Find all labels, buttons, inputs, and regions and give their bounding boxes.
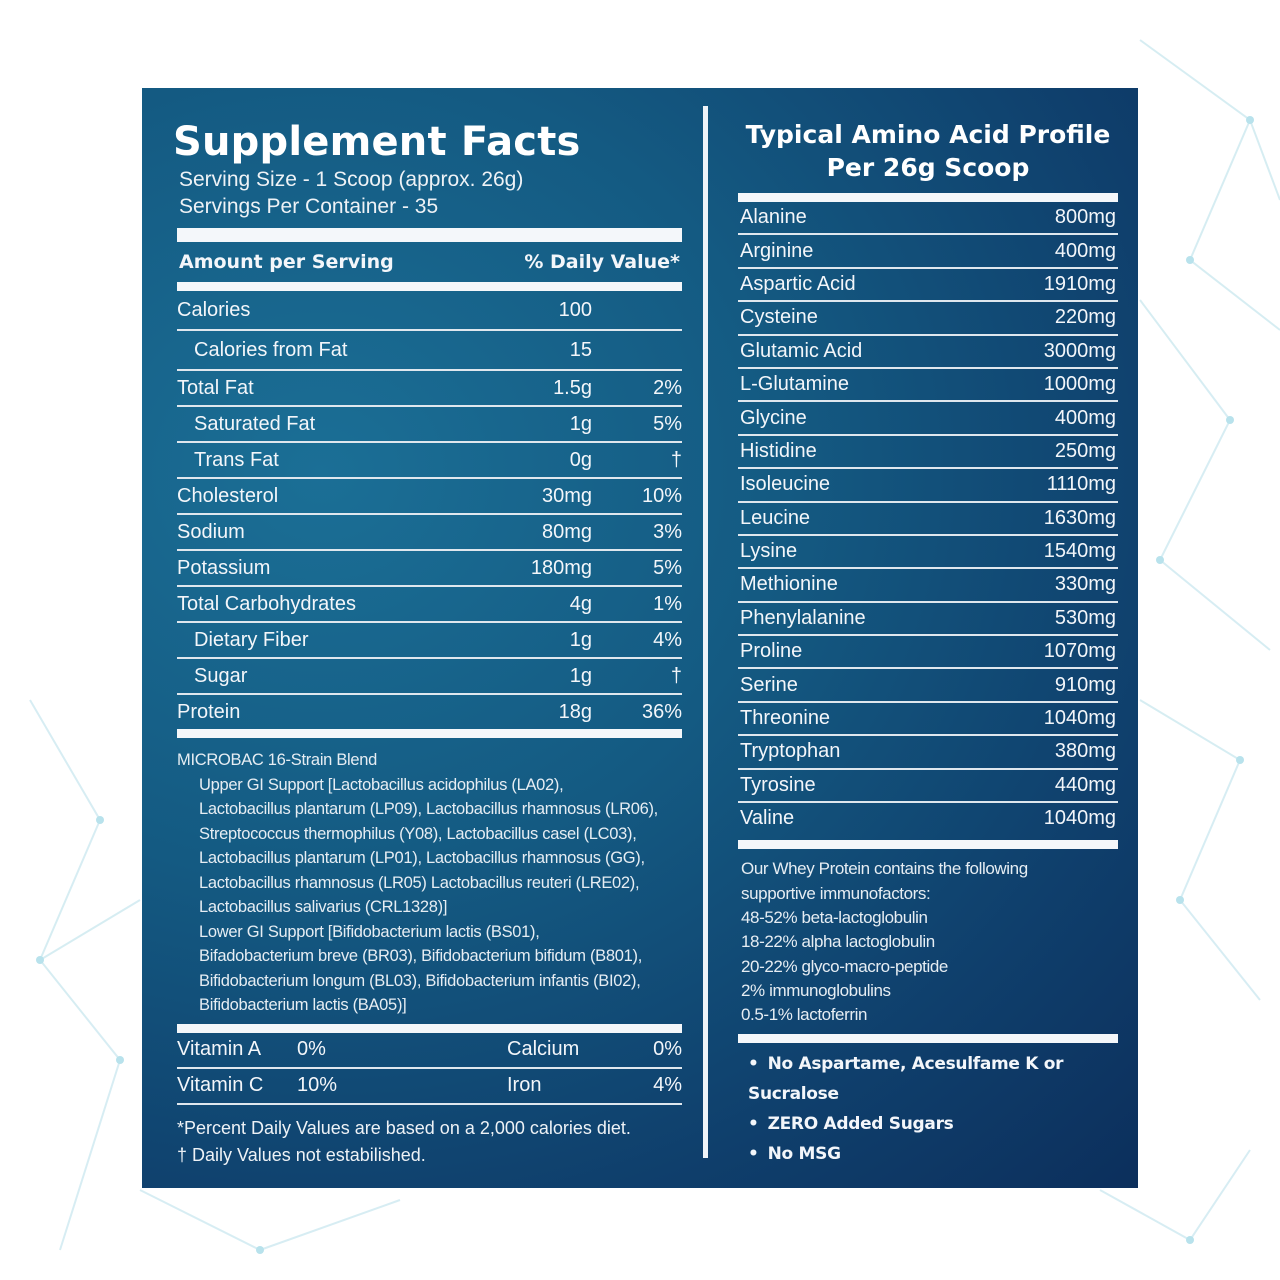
microbac-line: Upper GI Support [Lactobacillus acidophilus (LA02), [199, 775, 564, 794]
nutrient-name: Dietary Fiber [194, 628, 309, 651]
microbac-line: Lactobacillus rhamnosus (LR05) Lactobacillus reuteri (LRE02), [199, 873, 640, 892]
amino-amount: 1040mg [1043, 807, 1116, 830]
whey-line: 0.5-1% lactoferrin [741, 1005, 868, 1025]
facts-header [177, 242, 682, 282]
amino-name: Threonine [740, 707, 831, 730]
whey-line: 2% immunoglobulins [741, 980, 891, 1000]
vitamin-row [177, 1033, 682, 1069]
amino-name: Glycine [740, 406, 807, 429]
nutrient-name: Sodium [177, 520, 245, 543]
nutrient-amount: 1g [569, 628, 592, 651]
amino-name: L-Glutamine [740, 373, 849, 396]
amino-amount: 1000mg [1043, 373, 1116, 396]
mineral-name: Iron [507, 1074, 542, 1096]
facts-row [177, 623, 682, 659]
nutrient-amount: 15 [569, 338, 592, 361]
amino-amount: 1070mg [1043, 640, 1116, 663]
whey-immunofactors [738, 849, 1118, 1031]
nutrient-name: Total Carbohydrates [177, 592, 356, 615]
amino-row [738, 402, 1118, 435]
nutrient-daily-value: 4% [653, 628, 682, 651]
amino-row [738, 302, 1118, 335]
facts-title: Supplement Facts [173, 119, 581, 165]
nutrient-name: Calories [177, 298, 251, 321]
nutrient-daily-value: † [670, 664, 682, 687]
amino-amount: 330mg [1054, 573, 1116, 596]
facts-row [177, 331, 682, 371]
nutrient-daily-value: 2% [653, 376, 682, 399]
claim-item: • No MSG [738, 1139, 1118, 1169]
supplement-panel [142, 88, 1138, 1188]
amino-name: Glutamic Acid [740, 339, 863, 362]
vitamin-name: Vitamin A [177, 1038, 262, 1060]
nutrient-amount: 100 [558, 298, 592, 321]
vitamin-row [177, 1069, 682, 1105]
nutrient-amount: 4g [569, 592, 592, 615]
amino-amount: 440mg [1054, 773, 1116, 796]
amino-amount: 220mg [1054, 306, 1116, 329]
mineral-value: 4% [653, 1074, 682, 1096]
vitamin-rows [177, 1033, 682, 1105]
amino-name: Valine [740, 807, 795, 830]
amino-amount: 1540mg [1043, 540, 1116, 563]
nutrient-amount: 0g [569, 448, 592, 471]
amino-row [738, 202, 1118, 235]
amino-name: Lysine [740, 540, 798, 563]
vitamin-value: 0% [297, 1038, 326, 1060]
whey-line: 48-52% beta-lactoglobulin [741, 908, 928, 928]
amino-amount: 400mg [1054, 239, 1116, 262]
amino-amount: 3000mg [1043, 339, 1116, 362]
amino-name: Arginine [740, 239, 814, 262]
amino-row [738, 235, 1118, 268]
amino-amount: 250mg [1054, 439, 1116, 462]
footnote-dagger: † Daily Values not estabilished. [177, 1144, 426, 1165]
microbac-line: Streptococcus thermophilus (Y08), Lactobacillus casel (LC03), [199, 824, 637, 843]
microbac-line: Bifadobacterium breve (BR03), Bifidobacterium bifidum (B801), [199, 947, 642, 965]
nutrient-daily-value: † [670, 448, 682, 471]
microbac-line: Lactobacillus plantarum (LP09), Lactobacillus rhamnosus (LR06), [199, 800, 658, 818]
amino-amount: 1630mg [1043, 506, 1116, 529]
facts-row [177, 291, 682, 331]
amount-header: Amount per Serving [179, 251, 394, 273]
claim-item: • ZERO Added Sugars [738, 1109, 1118, 1139]
amino-row [738, 736, 1118, 769]
thick-rule [177, 729, 682, 738]
vitamin-name: Vitamin C [177, 1074, 264, 1096]
claims-list [738, 1049, 1118, 1169]
amino-amount: 530mg [1054, 606, 1116, 629]
microbac-line: Lactobacillus plantarum (LP01), Lactobacillus rhamnosus (GG), [199, 849, 645, 867]
microbac-line: Bifidobacterium longum (BL03), Bifidobacterium infantis (BI02), [199, 971, 641, 990]
nutrient-amount: 1g [569, 664, 592, 687]
claim-item: • No Aspartame, Acesulfame K or Sucralose [738, 1049, 1118, 1109]
whey-line: supportive immunofactors: [741, 883, 931, 903]
footnotes [177, 1115, 682, 1169]
nutrient-name: Protein [177, 700, 241, 723]
thick-rule [177, 1024, 682, 1033]
nutrient-amount: 1.5g [553, 376, 592, 399]
nutrient-name: Saturated Fat [194, 412, 316, 435]
amino-row [738, 536, 1118, 569]
microbac-lines [177, 773, 682, 1018]
amino-amount: 380mg [1054, 740, 1116, 763]
thick-rule [738, 840, 1118, 849]
amino-row [738, 770, 1118, 803]
thick-rule [738, 193, 1118, 202]
supplement-facts [173, 118, 682, 1169]
nutrient-name: Trans Fat [194, 448, 279, 471]
amino-name: Tyrosine [740, 773, 816, 796]
amino-row [738, 336, 1118, 369]
amino-row [738, 669, 1118, 702]
nutrient-name: Sugar [194, 664, 248, 687]
microbac-title: MICROBAC 16-Strain Blend [177, 751, 378, 769]
amino-name: Isoleucine [740, 473, 831, 496]
microbac-line: Lower GI Support [Bifidobacterium lactis (BS01), [199, 922, 540, 941]
nutrient-daily-value: 5% [653, 412, 682, 435]
amino-row [738, 436, 1118, 469]
amino-amount: 1040mg [1043, 707, 1116, 730]
footnote-percent: *Percent Daily Values are based on a 2,000 calories diet. [177, 1117, 631, 1138]
amino-rows [738, 202, 1118, 834]
facts-row [177, 515, 682, 551]
amino-row [738, 636, 1118, 669]
facts-row [177, 551, 682, 587]
nutrient-amount: 1g [569, 412, 592, 435]
thick-rule [177, 228, 682, 242]
whey-line: 18-22% alpha lactoglobulin [741, 932, 935, 952]
facts-row [177, 479, 682, 515]
nutrient-amount: 180mg [530, 556, 592, 579]
thick-rule [738, 1034, 1118, 1043]
amino-row [738, 803, 1118, 834]
nutrient-name: Calories from Fat [194, 338, 348, 361]
facts-row [177, 443, 682, 479]
microbac-line: Lactobacillus salivarius (CRL1328)] [199, 898, 448, 916]
facts-row [177, 587, 682, 623]
vitamin-value: 10% [297, 1074, 338, 1096]
amino-row [738, 569, 1118, 602]
facts-row [177, 371, 682, 407]
serving-size: Serving Size - 1 Scoop (approx. 26g) [179, 168, 524, 191]
amino-name: Serine [740, 673, 798, 696]
amino-amount: 1110mg [1046, 473, 1116, 496]
amino-amount: 1910mg [1043, 272, 1116, 295]
whey-line: 20-22% glyco-macro-peptide [741, 956, 948, 976]
nutrient-daily-value: 10% [641, 484, 682, 507]
amino-row [738, 369, 1118, 402]
amino-name: Tryptophan [740, 740, 841, 763]
nutrient-amount: 30mg [541, 484, 592, 507]
facts-row [177, 659, 682, 695]
mineral-name: Calcium [507, 1038, 580, 1060]
facts-row [177, 407, 682, 443]
amino-name: Leucine [740, 506, 811, 529]
amino-row [738, 703, 1118, 736]
facts-rows [177, 291, 682, 729]
nutrient-daily-value: 5% [653, 556, 682, 579]
amino-row [738, 503, 1118, 536]
amino-row [738, 603, 1118, 636]
amino-amount: 800mg [1054, 206, 1116, 229]
amino-acid-profile [738, 118, 1118, 1169]
nutrient-name: Potassium [177, 556, 271, 579]
amino-name: Aspartic Acid [740, 272, 856, 295]
column-divider [703, 106, 708, 1158]
microbac-line: Bifidobacterium lactis (BA05)] [199, 996, 407, 1014]
nutrient-daily-value: 36% [641, 700, 682, 723]
servings-per-container: Servings Per Container - 35 [179, 195, 439, 218]
amino-name: Phenylalanine [740, 606, 866, 629]
amino-name: Histidine [740, 439, 817, 462]
amino-amount: 400mg [1054, 406, 1116, 429]
mineral-value: 0% [653, 1038, 682, 1060]
amino-title-line2: Per 26g Scoop [826, 153, 1030, 182]
amino-row [738, 469, 1118, 502]
amino-row [738, 269, 1118, 302]
thick-rule [177, 282, 682, 291]
nutrient-amount: 80mg [541, 520, 592, 543]
daily-value-header: % Daily Value* [524, 251, 680, 273]
nutrient-name: Total Fat [177, 376, 254, 399]
facts-row [177, 695, 682, 729]
microbac-blend [177, 738, 682, 1024]
amino-name: Cysteine [740, 306, 818, 329]
amino-title-line1: Typical Amino Acid Profile [745, 120, 1111, 149]
nutrient-amount: 18g [558, 700, 592, 723]
amino-name: Proline [740, 640, 803, 663]
amino-name: Methionine [740, 573, 838, 596]
amino-amount: 910mg [1054, 673, 1116, 696]
nutrient-daily-value: 3% [653, 520, 682, 543]
nutrient-name: Cholesterol [177, 484, 279, 507]
amino-name: Alanine [740, 206, 807, 229]
nutrient-daily-value: 1% [653, 592, 682, 615]
whey-line: Our Whey Protein contains the following [741, 859, 1028, 879]
